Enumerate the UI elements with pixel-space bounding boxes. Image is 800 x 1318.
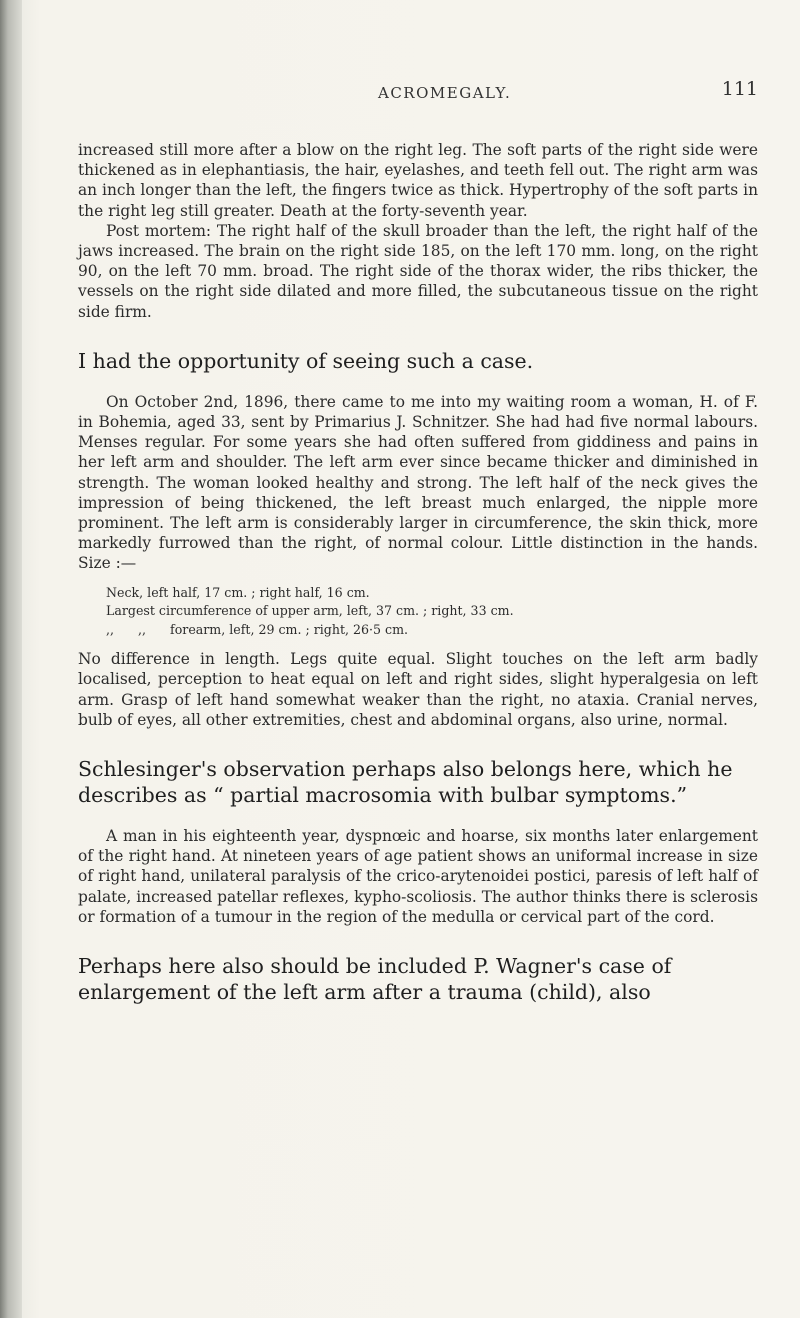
paragraph-schlesinger-case: A man in his eighteenth year, dyspnœic and hoarse, six months later enlargement of the right hand. At nineteen years of age patient shows an uniformal increase in size of right hand, unilateral paralysis of the crico-arytenoidei postici, paresis of left half of palate, increased patellar reflexes, kypho-scoliosis. The author thinks there is sclerosis or formation of a tumour in the region of the medulla or cervical part of the cord. bbox=[78, 826, 758, 926]
heading-wagner: Perhaps here also should be included P. Wagner's case of enlargement of the left arm after a trauma (child), also bbox=[78, 953, 672, 1004]
measurement-neck: Neck, left half, 17 cm. ; right half, 16 cm. bbox=[106, 584, 370, 600]
page-body bbox=[78, 140, 758, 1023]
paragraph-case-report: On October 2nd, 1896, there came to me into my waiting room a woman, H. of F. in Bohemia, aged 33, sent by Primarius J. Schnitzer. She had had five normal labours. Menses regular. For some years she had often suffered from giddiness and pains in her left arm and shoulder. The left arm ever since became thicker and diminished in strength. The woman looked healthy and strong. The left half of the neck gives the impression of being thickened, the left breast much enlarged, the nipple more prominent. The left arm is considerably larger in circumference, the skin thick, more markedly furrowed than the right, of normal colour. Little distinction in the hands. Size :— bbox=[78, 392, 758, 573]
paragraph-findings: No difference in length. Legs quite equal. Slight touches on the left arm badly localised, perception to heat equal on left and right sides, slight hyperalgesia on left arm. Grasp of left hand somewhat weaker than the right, no ataxia. Cranial nerves, bulb of eyes, all other extremities, chest and abdominal organs, also urine, normal. bbox=[78, 650, 758, 729]
paragraph-case-continuation: increased still more after a blow on the right leg. The soft parts of the right side were thickened as in elephantiasis, the hair, eyelashes, and teeth fell out. The right arm was an inch longer than the left, the fingers twice as thick. Hypertrophy of the soft parts in the right leg still greater. Death at the forty-seventh year. bbox=[78, 141, 758, 220]
page-number: 111 bbox=[721, 78, 758, 100]
measurement-upper-arm: Largest circumference of upper arm, left, 37 cm. ; right, 33 cm. bbox=[106, 603, 514, 619]
measurements-list bbox=[78, 584, 758, 640]
book-spine-shadow bbox=[0, 0, 22, 1318]
measurement-forearm: ,, ,, forearm, left, 29 cm. ; right, 26·5 cm. bbox=[106, 621, 409, 637]
heading-own-case: I had the opportunity of seeing such a case. bbox=[78, 348, 534, 373]
heading-schlesinger: Schlesinger's observation perhaps also belongs here, which he describes as “ partial macrosomia with bulbar symptoms.” bbox=[78, 756, 733, 807]
running-head: ACROMEGALY. bbox=[378, 84, 512, 102]
paragraph-post-mortem: Post mortem: The right half of the skull broader than the left, the right half of the jaws increased. The brain on the right side 185, on the left 170 mm. long, on the right 90, on the left 70 mm. broad. The right side of the thorax wider, the ribs thicker, the vessels on the right side dilated and more filled, the subcutaneous tissue on the right side firm. bbox=[78, 221, 758, 321]
page-header bbox=[78, 78, 758, 114]
